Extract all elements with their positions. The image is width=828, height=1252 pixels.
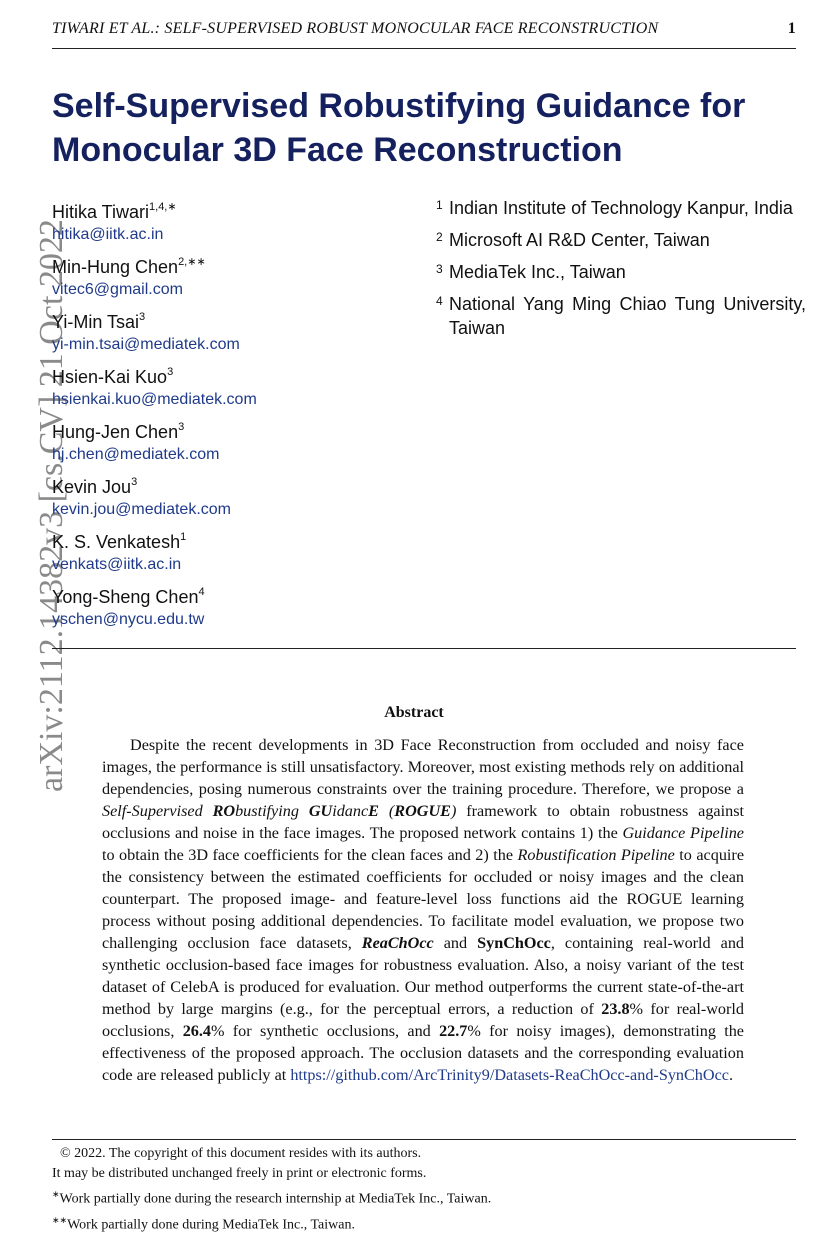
author-email-link[interactable]: yschen@nycu.edu.tw (52, 611, 205, 628)
author-name: Hitika Tiwari (52, 202, 150, 222)
affiliation-list (436, 196, 806, 348)
abstract-text: bustifying (235, 802, 309, 820)
author-affiliation-mark: 1 (180, 531, 187, 543)
dataset-name: ReaChOcc (361, 934, 434, 952)
abstract-body (102, 734, 744, 1086)
abstract-emphasis: RO (212, 802, 236, 820)
paper-title-line-1: Self-Supervised Robustifying Guidance for (52, 87, 746, 125)
affiliation-text: National Yang Ming Chiao Tung University, Taiwan (449, 294, 806, 338)
footnote-1 (52, 1184, 792, 1210)
affiliation-item (436, 260, 806, 284)
footnote-text: Work partially done during MediaTek Inc., Taiwan. (67, 1217, 355, 1233)
abstract-text: ( (378, 802, 395, 820)
author-entry (52, 196, 412, 246)
abstract-text: ) (450, 802, 457, 820)
author-affiliation-mark: 3 (167, 366, 174, 378)
copyright-note: © 2022. The copyright of this document resides with its authors. (60, 1146, 422, 1161)
author-list (52, 196, 412, 636)
author-affiliation-mark: 1,4,∗ (149, 201, 177, 213)
section-rule (52, 648, 796, 649)
abstract-value: 26.4 (182, 1022, 212, 1040)
author-name: Kevin Jou (52, 477, 132, 497)
affiliation-item (436, 196, 806, 220)
dataset-name: SynChOcc (477, 934, 551, 952)
affiliation-item (436, 292, 806, 340)
author-email-link[interactable]: yi-min.tsai@mediatek.com (52, 336, 240, 353)
abstract-emphasis: E (368, 802, 379, 820)
author-entry (52, 581, 412, 631)
footnote-text: Work partially done during the research internship at MediaTek Inc., Taiwan. (59, 1191, 492, 1207)
author-email-link[interactable]: vitec6@gmail.com (52, 281, 183, 298)
abstract-emphasis: ROGUE (394, 802, 451, 820)
abstract-term: Guidance Pipeline (622, 824, 744, 842)
author-affiliation-mark: 3 (139, 311, 146, 323)
author-name: Min-Hung Chen (52, 257, 179, 277)
abstract-text: and (433, 934, 478, 952)
abstract-text: to acquire the consistency between the estimated coefficients for occluded or noisy images and the clean counterpart. The proposed image- and feature-level loss functions aid the ROGUE learning process without posing additional dependencies. To facilitate model evaluation, we propose two challenging occlusion face datasets, (102, 846, 744, 952)
affiliation-number: 1 (436, 198, 443, 212)
abstract-text: % for real-world occlusions, (102, 1000, 745, 1040)
author-email-link[interactable]: venkats@iitk.ac.in (52, 556, 182, 573)
author-email-link[interactable]: kevin.jou@mediatek.com (52, 501, 231, 518)
running-header (52, 20, 796, 42)
affiliation-item (436, 228, 806, 252)
footnotes (52, 1144, 792, 1235)
abstract-value: 23.8 (601, 1000, 630, 1018)
author-affiliation-mark: 2,∗∗ (178, 256, 206, 268)
abstract-text: . (728, 1066, 734, 1084)
author-email-link[interactable]: hitika@iitk.ac.in (52, 226, 164, 243)
footnote-mark: ∗ (52, 1189, 60, 1199)
arxiv-side-stamp: arXiv:2112.14382v3 [cs.CV] 21 Oct 2022 (33, 219, 70, 792)
author-name: Hung-Jen Chen (52, 422, 179, 442)
abstract-text: % for noisy images), demonstrating the effectiveness of the proposed approach. The occlusion datasets and the corresponding evaluation code are released publicly at (102, 1022, 744, 1084)
author-entry (52, 471, 412, 521)
author-entry (52, 526, 412, 576)
footnote-rule (52, 1139, 796, 1140)
abstract-term: Robustification Pipeline (517, 846, 675, 864)
author-entry (52, 416, 412, 466)
abstract-text: framework to obtain robustness against occlusions and noise in the face images. The proposed network contains 1) the (102, 802, 744, 842)
author-name: K. S. Venkatesh (52, 532, 181, 552)
abstract-text: , containing real-world and synthetic occlusion-based face images for robustness evaluation. Also, a noisy variant of the test dataset of CelebA is produced for evaluation. Our method outperforms the current state-of-the-art method by large margins (e.g., for the perceptual errors, a reduction of (102, 934, 745, 1018)
abstract-heading: Abstract (384, 704, 444, 721)
abstract-emphasis: GU (308, 802, 333, 820)
abstract-text: Self-Supervised (102, 802, 213, 820)
distribution-note: It may be distributed unchanged freely in print or electronic forms. (52, 1166, 427, 1181)
author-entry (52, 251, 412, 301)
author-name: Yi-Min Tsai (52, 312, 140, 332)
affiliation-number: 3 (436, 262, 443, 276)
footnote-mark: ∗∗ (52, 1214, 68, 1225)
footnote-2 (52, 1210, 792, 1236)
running-header-title: TIWARI ET AL.: SELF-SUPERVISED ROBUST MONOCULAR FACE RECONSTRUCTION (52, 20, 659, 37)
affiliation-text: MediaTek Inc., Taiwan (449, 262, 626, 282)
header-rule (52, 48, 796, 49)
author-email-link[interactable]: hj.chen@mediatek.com (52, 446, 220, 463)
author-entry (52, 306, 412, 356)
author-entry (52, 361, 412, 411)
affiliation-text: Microsoft AI R&D Center, Taiwan (449, 230, 710, 250)
author-affiliation-mark: 4 (198, 586, 205, 598)
author-name: Hsien-Kai Kuo (52, 367, 168, 387)
abstract-text: to obtain the 3D face coefficients for the clean faces and 2) the (102, 846, 518, 864)
author-affiliation-mark: 3 (178, 421, 185, 433)
page-number: 1 (787, 20, 796, 37)
abstract-value: 22.7 (439, 1022, 468, 1040)
dataset-link[interactable]: https://github.com/ArcTrinity9/Datasets-ReaChOcc-and-SynChOcc (290, 1066, 729, 1084)
author-email-link[interactable]: hsienkai.kuo@mediatek.com (52, 391, 257, 408)
abstract-text: % for synthetic occlusions, and (211, 1022, 440, 1040)
abstract-text: Despite the recent developments in 3D Face Reconstruction from occluded and noisy face images, the performance is still unsatisfactory. Moreover, most existing methods rely on additional dependencies, posing numerous constraints over the training procedure. Therefore, we propose a (102, 736, 744, 798)
affiliation-text: Indian Institute of Technology Kanpur, India (449, 198, 793, 218)
author-affiliation-mark: 3 (131, 476, 138, 488)
affiliation-number: 4 (436, 294, 443, 308)
paper-title (52, 84, 792, 172)
paper-title-line-2: Monocular 3D Face Reconstruction (52, 131, 623, 169)
author-name: Yong-Sheng Chen (52, 587, 199, 607)
affiliation-number: 2 (436, 230, 443, 244)
abstract-text: idanc (332, 802, 369, 820)
abstract-method-name (102, 802, 456, 820)
